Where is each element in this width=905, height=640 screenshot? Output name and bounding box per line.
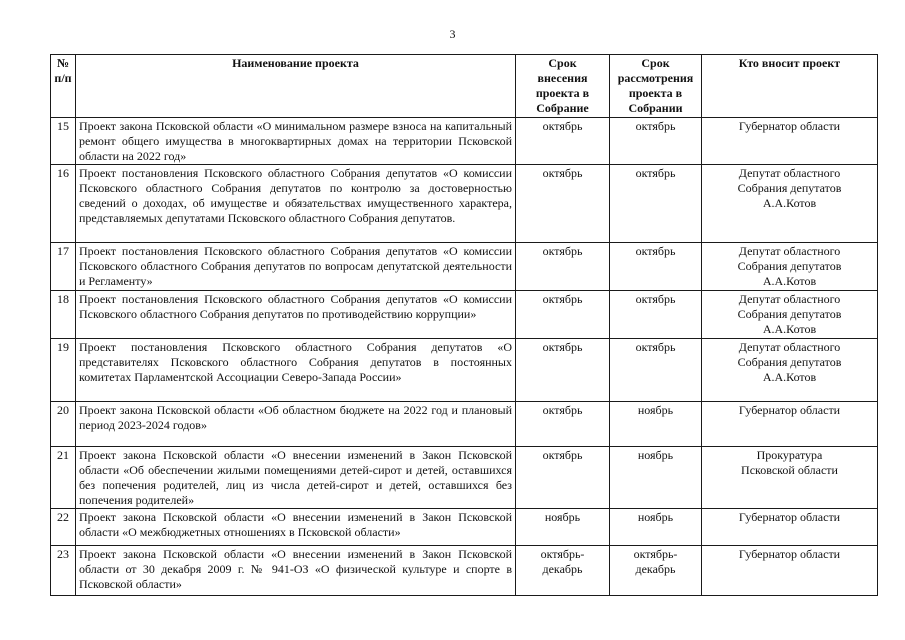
row-submitter: Губернатор области (702, 546, 878, 596)
table-row (51, 339, 878, 402)
row-submitter: Депутат областного Собрания депутатов А.А.Котов (702, 291, 878, 339)
table-row (51, 243, 878, 291)
row-submission-term: октябрь (516, 402, 610, 447)
row-submission-term: октябрь- декабрь (516, 546, 610, 596)
row-review-term: октябрь (610, 118, 702, 165)
row-submitter: Прокуратура Псковской области (702, 447, 878, 509)
row-submission-term: октябрь (516, 243, 610, 291)
header-project-name: Наименование проекта (76, 55, 516, 118)
table-row (51, 165, 878, 243)
table-row (51, 118, 878, 165)
legislative-plan-table (50, 54, 878, 596)
row-submission-term: октябрь (516, 291, 610, 339)
header-submission-term: Срок внесения проекта в Собрание (516, 55, 610, 118)
row-submission-term: октябрь (516, 165, 610, 243)
table-row (51, 509, 878, 546)
row-submitter: Губернатор области (702, 402, 878, 447)
row-project-name: Проект постановления Псковского областного Собрания депутатов «О комиссии Псковского областного Собрания депутатов по вопросам депутатской деятельности и Регламенту» (76, 243, 516, 291)
row-review-term: октябрь (610, 243, 702, 291)
row-review-term: октябрь- декабрь (610, 546, 702, 596)
row-project-name: Проект закона Псковской области «О внесении изменений в Закон Псковской области от 30 декабря 2009 г. № 941-ОЗ «О физической культуре и спорте в Псковской области» (76, 546, 516, 596)
row-review-term: октябрь (610, 339, 702, 402)
row-submission-term: октябрь (516, 447, 610, 509)
row-project-name: Проект постановления Псковского областного Собрания депутатов «О представителях Псковского областного Собрания депутатов в постоянных комитетах Парламентской Ассоциации Северо-Запада России» (76, 339, 516, 402)
row-review-term: ноябрь (610, 509, 702, 546)
row-number: 22 (51, 509, 76, 546)
row-review-term: ноябрь (610, 447, 702, 509)
header-number: № п/п (51, 55, 76, 118)
row-number: 23 (51, 546, 76, 596)
row-number: 20 (51, 402, 76, 447)
row-submission-term: октябрь (516, 118, 610, 165)
row-submitter: Депутат областного Собрания депутатов А.А.Котов (702, 243, 878, 291)
page-number: 3 (449, 27, 456, 41)
row-review-term: октябрь (610, 291, 702, 339)
row-number: 16 (51, 165, 76, 243)
row-project-name: Проект постановления Псковского областного Собрания депутатов «О комиссии Псковского областного Собрания депутатов по противодействию коррупции» (76, 291, 516, 339)
row-submitter: Губернатор области (702, 118, 878, 165)
row-review-term: ноябрь (610, 402, 702, 447)
row-submission-term: октябрь (516, 339, 610, 402)
row-project-name: Проект закона Псковской области «О внесении изменений в Закон Псковской области «Об обеспечении жилыми помещениями детей-сирот и детей, оставшихся без попечения родителей, лиц из числа детей-сирот и детей, оставшихся без попечения родителей» (76, 447, 516, 509)
header-submitter: Кто вносит проект (702, 55, 878, 118)
row-submitter: Губернатор области (702, 509, 878, 546)
table-header-row (51, 55, 878, 118)
row-project-name: Проект закона Псковской области «Об областном бюджете на 2022 год и плановый период 2023-2024 годов» (76, 402, 516, 447)
row-number: 19 (51, 339, 76, 402)
table-row (51, 546, 878, 596)
row-submitter: Депутат областного Собрания депутатов А.А.Котов (702, 339, 878, 402)
header-review-term: Срок рассмотрения проекта в Собрании (610, 55, 702, 118)
row-project-name: Проект закона Псковской области «О минимальном размере взноса на капитальный ремонт общего имущества в многоквартирных домах на территории Псковской области на 2022 год» (76, 118, 516, 165)
row-submission-term: ноябрь (516, 509, 610, 546)
table-row (51, 291, 878, 339)
row-review-term: октябрь (610, 165, 702, 243)
row-submitter: Депутат областного Собрания депутатов А.А.Котов (702, 165, 878, 243)
row-number: 15 (51, 118, 76, 165)
row-number: 17 (51, 243, 76, 291)
row-number: 21 (51, 447, 76, 509)
table-row (51, 402, 878, 447)
row-number: 18 (51, 291, 76, 339)
row-project-name: Проект постановления Псковского областного Собрания депутатов «О комиссии Псковского областного Собрания депутатов по контролю за достоверностью сведений о доходах, об имуществе и обязательствах имущественного характера, представляемых депутатами Псковского областного Собрания депутатов. (76, 165, 516, 243)
row-project-name: Проект закона Псковской области «О внесении изменений в Закон Псковской области «О межбюджетных отношениях в Псковской области» (76, 509, 516, 546)
table-row (51, 447, 878, 509)
